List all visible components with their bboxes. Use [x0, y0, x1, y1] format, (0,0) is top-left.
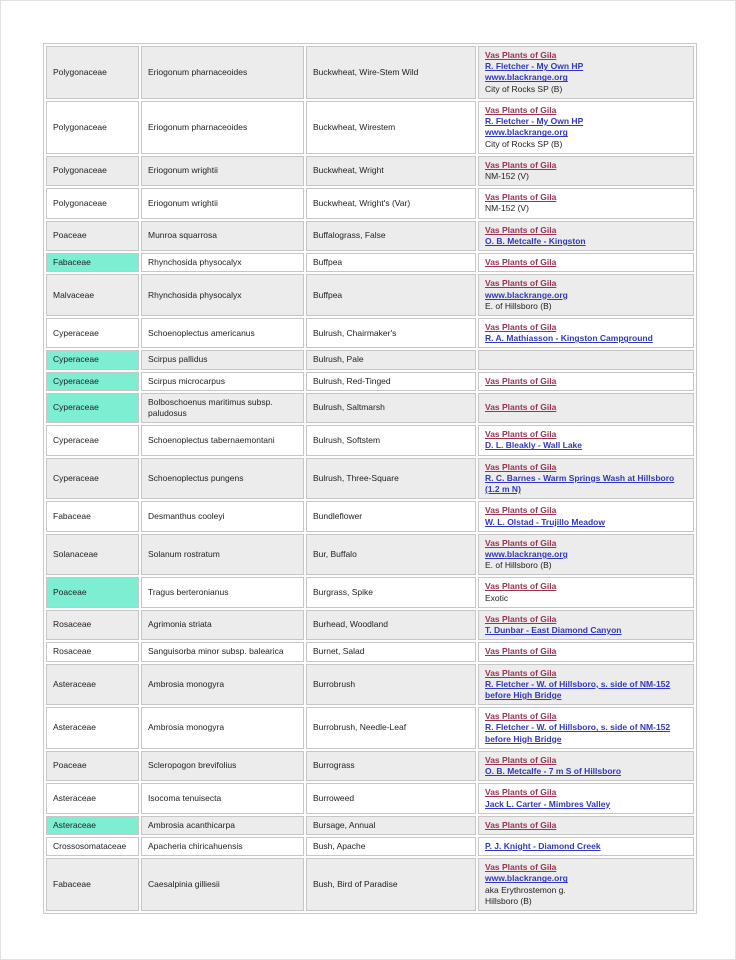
common-name-cell: Burhead, Woodland [306, 610, 476, 640]
family-cell: Polygonaceae [46, 188, 139, 218]
species-cell: Munroa squarrosa [141, 221, 304, 251]
reference-link[interactable]: Vas Plants of Gila [485, 461, 557, 472]
reference-link[interactable]: Vas Plants of Gila [485, 754, 557, 765]
common-name-cell: Burrobrush [306, 664, 476, 706]
family-cell: Asteraceae [46, 816, 139, 835]
references-cell [478, 318, 694, 348]
references-cell [478, 156, 694, 186]
table-row [46, 707, 694, 749]
reference-link[interactable]: W. L. Olstad - Trujillo Meadow [485, 516, 605, 527]
references-cell [478, 188, 694, 218]
table-row [46, 101, 694, 154]
species-cell: Rhynchosida physocalyx [141, 274, 304, 316]
table-row [46, 610, 694, 640]
family-cell: Polygonaceae [46, 46, 139, 99]
references-cell [478, 274, 694, 316]
reference-link[interactable]: Vas Plants of Gila [485, 862, 557, 873]
plant-checklist-table [43, 43, 697, 914]
common-name-cell: Burrograss [306, 751, 476, 781]
references-cell [478, 425, 694, 455]
reference-link[interactable]: Vas Plants of Gila [485, 159, 557, 170]
references-cell [478, 253, 694, 272]
table-row [46, 188, 694, 218]
common-name-cell: Bush, Bird of Paradise [306, 858, 476, 911]
common-name-cell: Bulrush, Red-Tinged [306, 372, 476, 391]
reference-link[interactable]: www.blackrange.org [485, 873, 568, 884]
reference-link[interactable]: P. J. Knight - Diamond Creek [485, 840, 601, 851]
reference-link[interactable]: Vas Plants of Gila [485, 402, 557, 413]
species-cell: Tragus berteronianus [141, 577, 304, 607]
references-cell [478, 393, 694, 423]
species-cell: Scleropogon brevifolius [141, 751, 304, 781]
family-cell: Polygonaceae [46, 156, 139, 186]
family-cell: Cyperaceae [46, 372, 139, 391]
reference-link[interactable]: Vas Plants of Gila [485, 375, 557, 386]
references-cell [478, 664, 694, 706]
references-cell [478, 372, 694, 391]
species-cell: Caesalpinia gilliesii [141, 858, 304, 911]
references-cell [478, 458, 694, 500]
table-row [46, 274, 694, 316]
plant-table-body [46, 46, 694, 911]
species-cell: Eriogonum pharnaceoides [141, 101, 304, 154]
references-cell [478, 858, 694, 911]
reference-link[interactable]: R. Fletcher - My Own HP [485, 116, 584, 127]
reference-link[interactable]: Vas Plants of Gila [485, 667, 557, 678]
reference-link[interactable]: Vas Plants of Gila [485, 429, 557, 440]
reference-link[interactable]: Vas Plants of Gila [485, 711, 557, 722]
reference-link[interactable]: Vas Plants of Gila [485, 505, 557, 516]
common-name-cell: Buckwheat, Wirestem [306, 101, 476, 154]
reference-link[interactable]: www.blackrange.org [485, 72, 568, 83]
table-row [46, 816, 694, 835]
table-row [46, 501, 694, 531]
species-cell: Scirpus microcarpus [141, 372, 304, 391]
table-row [46, 837, 694, 856]
references-cell [478, 350, 694, 369]
table-row [46, 46, 694, 99]
species-cell: Agrimonia striata [141, 610, 304, 640]
family-cell: Fabaceae [46, 858, 139, 911]
reference-text: aka Erythrostemon g. [485, 884, 566, 895]
reference-text: NM-152 (V) [485, 203, 529, 214]
references-cell [478, 577, 694, 607]
common-name-cell: Buffpea [306, 274, 476, 316]
reference-text: City of Rocks SP (B) [485, 138, 563, 149]
reference-link[interactable]: R. A. Mathiasson - Kingston Campground [485, 333, 653, 344]
reference-link[interactable]: R. Fletcher - W. of Hillsboro, s. side of NM-152 before High Bridge [485, 722, 671, 744]
reference-link[interactable]: T. Dunbar - East Diamond Canyon [485, 625, 622, 636]
species-cell: Eriogonum wrightii [141, 188, 304, 218]
common-name-cell: Buckwheat, Wright's (Var) [306, 188, 476, 218]
references-cell [478, 837, 694, 856]
reference-link[interactable]: Vas Plants of Gila [485, 278, 557, 289]
reference-text: NM-152 (V) [485, 170, 529, 181]
common-name-cell: Buffalograss, False [306, 221, 476, 251]
reference-link[interactable]: Vas Plants of Gila [485, 321, 557, 332]
family-cell: Polygonaceae [46, 101, 139, 154]
common-name-cell: Bulrush, Chairmaker's [306, 318, 476, 348]
species-cell: Eriogonum pharnaceoides [141, 46, 304, 99]
references-cell [478, 816, 694, 835]
species-cell: Schoenoplectus americanus [141, 318, 304, 348]
family-cell: Asteraceae [46, 707, 139, 749]
references-cell [478, 101, 694, 154]
table-row [46, 534, 694, 576]
reference-link[interactable]: R. Fletcher - My Own HP [485, 61, 584, 72]
family-cell: Rosaceae [46, 610, 139, 640]
family-cell: Cyperaceae [46, 350, 139, 369]
family-cell: Rosaceae [46, 642, 139, 661]
table-row [46, 858, 694, 911]
family-cell: Poaceae [46, 221, 139, 251]
reference-link[interactable]: Vas Plants of Gila [485, 581, 557, 592]
family-cell: Cyperaceae [46, 425, 139, 455]
table-row [46, 372, 694, 391]
reference-link[interactable]: Vas Plants of Gila [485, 819, 557, 830]
table-row [46, 156, 694, 186]
species-cell: Isocoma tenuisecta [141, 783, 304, 813]
family-cell: Fabaceae [46, 501, 139, 531]
family-cell: Solanaceae [46, 534, 139, 576]
common-name-cell: Bulrush, Three-Square [306, 458, 476, 500]
family-cell: Cyperaceae [46, 458, 139, 500]
table-row [46, 642, 694, 661]
family-cell: Malvaceae [46, 274, 139, 316]
common-name-cell: Bur, Buffalo [306, 534, 476, 576]
common-name-cell: Burgrass, Spike [306, 577, 476, 607]
reference-link[interactable]: O. B. Metcalfe - 7 m S of Hillsboro [485, 766, 622, 777]
table-row [46, 350, 694, 369]
reference-text: E. of Hillsboro (B) [485, 300, 552, 311]
reference-link[interactable]: Vas Plants of Gila [485, 646, 557, 657]
species-cell: Ambrosia monogyra [141, 664, 304, 706]
species-cell: Schoenoplectus tabernaemontani [141, 425, 304, 455]
references-cell [478, 610, 694, 640]
reference-link[interactable]: D. L. Bleakly - Wall Lake [485, 440, 582, 451]
common-name-cell: Bulrush, Saltmarsh [306, 393, 476, 423]
common-name-cell: Buckwheat, Wright [306, 156, 476, 186]
reference-link[interactable]: R. C. Barnes - Warm Springs Wash at Hillsboro (1.2 m N) [485, 472, 675, 495]
reference-link[interactable]: O. B. Metcalfe - Kingston [485, 235, 586, 246]
species-cell: Desmanthus cooleyi [141, 501, 304, 531]
reference-text: Exotic [485, 592, 509, 603]
common-name-cell: Burnet, Salad [306, 642, 476, 661]
reference-link[interactable]: Vas Plants of Gila [485, 613, 557, 624]
species-cell: Sanguisorba minor subsp. balearica [141, 642, 304, 661]
species-cell: Ambrosia acanthicarpa [141, 816, 304, 835]
reference-link[interactable]: www.blackrange.org [485, 127, 568, 138]
family-cell: Crossosomataceae [46, 837, 139, 856]
table-row [46, 221, 694, 251]
family-cell: Cyperaceae [46, 393, 139, 423]
common-name-cell: Bush, Apache [306, 837, 476, 856]
common-name-cell: Burroweed [306, 783, 476, 813]
common-name-cell: Buffpea [306, 253, 476, 272]
reference-link[interactable]: www.blackrange.org [485, 289, 568, 300]
family-cell: Poaceae [46, 751, 139, 781]
species-cell: Ambrosia monogyra [141, 707, 304, 749]
reference-link[interactable]: R. Fletcher - W. of Hillsboro, s. side of NM-152 before High Bridge [485, 678, 671, 700]
table-row [46, 458, 694, 500]
species-cell: Bolboschoenus maritimus subsp. paludosus [141, 393, 304, 423]
references-cell [478, 501, 694, 531]
family-cell: Poaceae [46, 577, 139, 607]
common-name-cell: Bulrush, Softstem [306, 425, 476, 455]
species-cell: Rhynchosida physocalyx [141, 253, 304, 272]
family-cell: Fabaceae [46, 253, 139, 272]
table-row [46, 318, 694, 348]
references-cell [478, 783, 694, 813]
references-cell [478, 534, 694, 576]
table-row [46, 751, 694, 781]
species-cell: Scirpus pallidus [141, 350, 304, 369]
reference-text: City of Rocks SP (B) [485, 83, 563, 94]
common-name-cell: Bulrush, Pale [306, 350, 476, 369]
common-name-cell: Bursage, Annual [306, 816, 476, 835]
species-cell: Schoenoplectus pungens [141, 458, 304, 500]
reference-link[interactable]: Jack L. Carter - Mimbres Valley [485, 798, 611, 809]
common-name-cell: Bundleflower [306, 501, 476, 531]
reference-link[interactable]: Vas Plants of Gila [485, 104, 557, 115]
reference-link[interactable]: Vas Plants of Gila [485, 50, 557, 60]
family-cell: Cyperaceae [46, 318, 139, 348]
plant-table-container [43, 43, 693, 914]
common-name-cell: Burrobrush, Needle-Leaf [306, 707, 476, 749]
references-cell [478, 707, 694, 749]
family-cell: Asteraceae [46, 783, 139, 813]
references-cell [478, 221, 694, 251]
reference-link[interactable]: Vas Plants of Gila [485, 192, 557, 203]
common-name-cell: Buckwheat, Wire-Stem Wild [306, 46, 476, 99]
table-row [46, 253, 694, 272]
references-cell [478, 642, 694, 661]
reference-text: E. of Hillsboro (B) [485, 560, 552, 571]
species-cell: Apacheria chiricahuensis [141, 837, 304, 856]
reference-link[interactable]: Vas Plants of Gila [485, 224, 557, 235]
species-cell: Solanum rostratum [141, 534, 304, 576]
references-cell [478, 46, 694, 99]
family-cell: Asteraceae [46, 664, 139, 706]
reference-link[interactable]: Vas Plants of Gila [485, 537, 557, 548]
reference-text: Hillsboro (B) [485, 895, 532, 906]
table-row [46, 783, 694, 813]
reference-link[interactable]: www.blackrange.org [485, 549, 568, 559]
table-row [46, 664, 694, 706]
reference-link[interactable]: Vas Plants of Gila [485, 257, 557, 268]
reference-link[interactable]: Vas Plants of Gila [485, 787, 557, 798]
table-row [46, 393, 694, 423]
species-cell: Eriogonum wrightii [141, 156, 304, 186]
table-row [46, 577, 694, 607]
references-cell [478, 751, 694, 781]
table-row [46, 425, 694, 455]
